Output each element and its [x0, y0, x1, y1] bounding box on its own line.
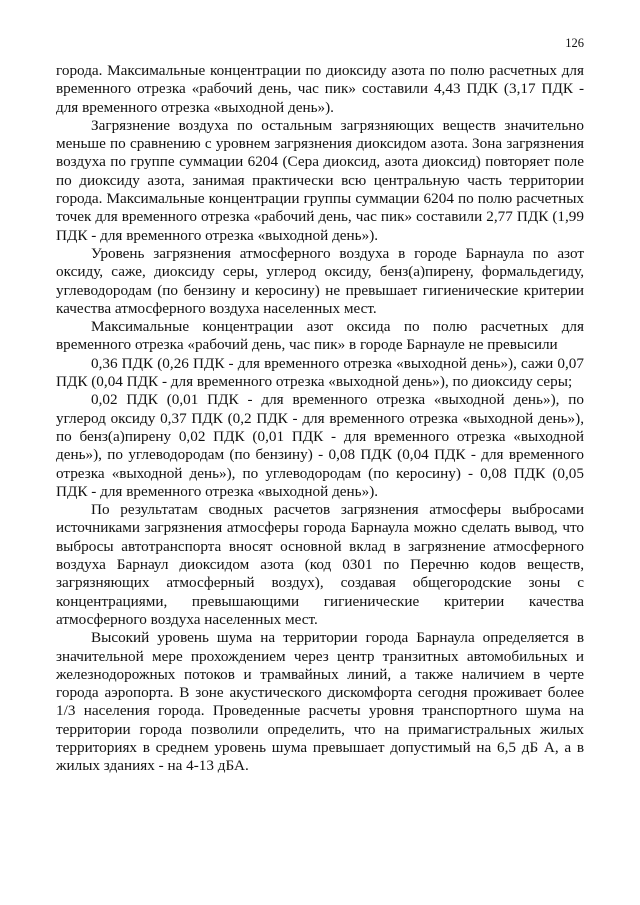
- paragraph-6: 0,02 ПДК (0,01 ПДК - для временного отрезка «выходной день»), по углерод оксиду 0,37 ПДК (0,2 ПДК - для временного отрезка «выходной день»), по бенз(а)пирену 0,02 ПДК (0,01 ПДК - для временного отрезка «выходной день»), по углеводородам (по бензину) - 0,08 ПДК (0,04 ПДК - для временного отрезка «выходной день»), по углеводородам (по керосину) - 0,08 ПДК (0,05 ПДК - для временного отрезка «выходной день»).: [56, 391, 584, 500]
- paragraph-3: Уровень загрязнения атмосферного воздуха в городе Барнаула по азот оксиду, саже, диоксиду серы, углерод оксиду, бенз(а)пирену, формальдегиду, углеводородам (по бензину и керосину) не превышает гигиенические критерии качества атмосферного воздуха населенных мест.: [56, 244, 584, 317]
- paragraph-4: Максимальные концентрации азот оксида по полю расчетных для временного отрезка «рабочий день, час пик» в городе Барнауле не превысили: [56, 318, 584, 354]
- paragraph-7: По результатам сводных расчетов загрязнения атмосферы выбросами источниками загрязнения атмосферы города Барнаула можно сделать вывод, что выбросы автотранспорта вносят основной вклад в загрязнение атмосферного воздуха Барнаул диоксидом азота (код 0301 по Перечню кодов веществ, загрязняющих атмосферный воздух), создавая общегородские зоны с концентрациями, превышающими гигиенические критерии качества атмосферного воздуха населенных мест.: [56, 501, 584, 628]
- paragraph-1: города. Максимальные концентрации по диоксиду азота по полю расчетных для временного отрезка «рабочий день, час пик» составили 4,43 ПДК (3,17 ПДК - для временного отрезка «выходной день»).: [56, 62, 584, 116]
- paragraph-5: 0,36 ПДК (0,26 ПДК - для временного отрезка «выходной день»), сажи 0,07 ПДК (0,04 ПДК - для временного отрезка «выходной день»), по диоксиду серы;: [56, 354, 584, 391]
- paragraph-8: Высокий уровень шума на территории города Барнаула определяется в значительной мере прохождением через центр транзитных автомобильных и железнодорожных потоков и трамвайных линий, а также наличием в черте города аэропорта. В зоне акустического дискомфорта сегодня проживает более 1/3 населения города. Проведенные расчеты уровня транспортного шума на территории города позволили определить, что на примагистральных жилых территориях в среднем уровень шума превышает допустимый на 6,5 дБ А, а в жилых зданиях - на 4-13 дБА.: [56, 629, 584, 775]
- page-number: 126: [565, 36, 584, 50]
- body-text: [56, 62, 584, 776]
- paragraph-2: Загрязнение воздуха по остальным загрязняющих веществ значительно меньше по сравнению с уровнем загрязнения диоксидом азота. Зона загрязнения воздуха по группе суммации 6204 (Сера диоксид, азота диоксид) повторяет поле по диоксиду азота, занимая практически всю центральную часть территории города. Максимальные концентрации группы суммации 6204 по полю расчетных точек для временного отрезка «рабочий день, час пик» составили 2,77 ПДК (1,99 ПДК - для временного отрезка «выходной день»).: [56, 116, 584, 244]
